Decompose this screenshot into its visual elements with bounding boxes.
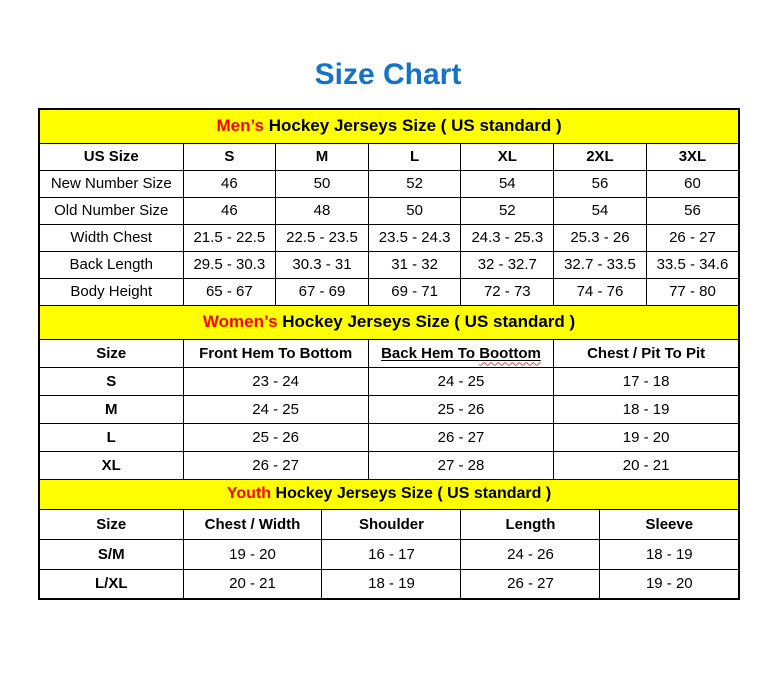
table-cell: 19 - 20 bbox=[600, 569, 739, 599]
table-row bbox=[39, 569, 739, 599]
column-header: 3XL bbox=[646, 143, 739, 170]
column-header: Size bbox=[39, 339, 183, 367]
section-band bbox=[39, 305, 739, 339]
band-text: Hockey Jerseys Size ( US standard ) bbox=[264, 116, 562, 136]
row-label: New Number Size bbox=[39, 170, 183, 197]
row-label: Body Height bbox=[39, 278, 183, 305]
table-cell: 23.5 - 24.3 bbox=[368, 224, 461, 251]
row-label: S bbox=[39, 367, 183, 395]
section-band bbox=[39, 109, 739, 143]
table-row bbox=[39, 224, 739, 251]
row-label: L/XL bbox=[39, 569, 183, 599]
column-header: S bbox=[183, 143, 276, 170]
youth-header-row bbox=[39, 509, 739, 539]
column-header bbox=[368, 339, 553, 367]
womens-section bbox=[39, 305, 739, 479]
row-label: Back Length bbox=[39, 251, 183, 278]
table-row bbox=[39, 170, 739, 197]
row-label: S/M bbox=[39, 539, 183, 569]
column-header: Chest / Width bbox=[183, 509, 322, 539]
row-label: L bbox=[39, 423, 183, 451]
mens-section bbox=[39, 109, 739, 305]
table-cell: 26 - 27 bbox=[646, 224, 739, 251]
youth-section bbox=[39, 479, 739, 599]
table-cell: 18 - 19 bbox=[600, 539, 739, 569]
column-header: M bbox=[276, 143, 369, 170]
table-cell: 26 - 27 bbox=[368, 423, 553, 451]
column-header: Size bbox=[39, 509, 183, 539]
band-text: Hockey Jerseys Size ( US standard ) bbox=[271, 485, 552, 502]
table-cell: 20 - 21 bbox=[554, 451, 740, 479]
table-row bbox=[39, 539, 739, 569]
table-cell: 25.3 - 26 bbox=[554, 224, 647, 251]
column-header: Chest / Pit To Pit bbox=[554, 339, 740, 367]
table-cell: 26 - 27 bbox=[183, 451, 368, 479]
table-cell: 20 - 21 bbox=[183, 569, 322, 599]
table-cell: 25 - 26 bbox=[368, 395, 553, 423]
table-row bbox=[39, 251, 739, 278]
row-label: XL bbox=[39, 451, 183, 479]
womens-header-row bbox=[39, 339, 739, 367]
table-cell: 56 bbox=[554, 170, 647, 197]
table-cell: 19 - 20 bbox=[554, 423, 740, 451]
column-header: 2XL bbox=[554, 143, 647, 170]
header-text: Back Hem To bbox=[381, 344, 480, 362]
table-row bbox=[39, 278, 739, 305]
band-accent-text: Men’s bbox=[216, 116, 265, 136]
womens-band-row bbox=[39, 305, 739, 339]
table-cell: 65 - 67 bbox=[183, 278, 276, 305]
table-cell: 27 - 28 bbox=[368, 451, 553, 479]
table-cell: 21.5 - 22.5 bbox=[183, 224, 276, 251]
band-accent-text: Youth bbox=[226, 485, 272, 502]
table-cell: 52 bbox=[368, 170, 461, 197]
table-cell: 50 bbox=[276, 170, 369, 197]
section-band bbox=[39, 479, 739, 509]
table-cell: 50 bbox=[368, 197, 461, 224]
row-label: Width Chest bbox=[39, 224, 183, 251]
table-cell: 26 - 27 bbox=[461, 569, 600, 599]
table-cell: 32 - 32.7 bbox=[461, 251, 554, 278]
table-cell: 72 - 73 bbox=[461, 278, 554, 305]
table-cell: 54 bbox=[554, 197, 647, 224]
table-cell: 56 bbox=[646, 197, 739, 224]
table-cell: 46 bbox=[183, 170, 276, 197]
table-cell: 29.5 - 30.3 bbox=[183, 251, 276, 278]
table-cell: 16 - 17 bbox=[322, 539, 461, 569]
table-cell: 24 - 25 bbox=[368, 367, 553, 395]
table-row bbox=[39, 423, 739, 451]
table-cell: 74 - 76 bbox=[554, 278, 647, 305]
table-cell: 22.5 - 23.5 bbox=[276, 224, 369, 251]
table-cell: 46 bbox=[183, 197, 276, 224]
table-cell: 67 - 69 bbox=[276, 278, 369, 305]
table-cell: 18 - 19 bbox=[322, 569, 461, 599]
table-cell: 24 - 25 bbox=[183, 395, 368, 423]
table-cell: 60 bbox=[646, 170, 739, 197]
mens-band-row bbox=[39, 109, 739, 143]
table-cell: 69 - 71 bbox=[368, 278, 461, 305]
underlined-header-text bbox=[381, 345, 541, 362]
table-cell: 23 - 24 bbox=[183, 367, 368, 395]
band-text: Hockey Jerseys Size ( US standard ) bbox=[277, 312, 576, 331]
column-header: XL bbox=[461, 143, 554, 170]
youth-band-row bbox=[39, 479, 739, 509]
table-row bbox=[39, 367, 739, 395]
table-row bbox=[39, 451, 739, 479]
row-label: M bbox=[39, 395, 183, 423]
column-header: Length bbox=[461, 509, 600, 539]
table-cell: 31 - 32 bbox=[368, 251, 461, 278]
table-cell: 18 - 19 bbox=[554, 395, 740, 423]
table-cell: 33.5 - 34.6 bbox=[646, 251, 739, 278]
size-chart-table bbox=[38, 108, 740, 600]
table-cell: 25 - 26 bbox=[183, 423, 368, 451]
column-header: Sleeve bbox=[600, 509, 739, 539]
table-cell: 48 bbox=[276, 197, 369, 224]
column-header: L bbox=[368, 143, 461, 170]
table-cell: 24.3 - 25.3 bbox=[461, 224, 554, 251]
row-label: Old Number Size bbox=[39, 197, 183, 224]
spellcheck-wavy-word: Boottom bbox=[479, 344, 541, 362]
table-cell: 32.7 - 33.5 bbox=[554, 251, 647, 278]
column-header: Front Hem To Bottom bbox=[183, 339, 368, 367]
table-cell: 77 - 80 bbox=[646, 278, 739, 305]
table-cell: 54 bbox=[461, 170, 554, 197]
column-header: US Size bbox=[39, 143, 183, 170]
mens-header-row bbox=[39, 143, 739, 170]
table-row bbox=[39, 395, 739, 423]
table-cell: 30.3 - 31 bbox=[276, 251, 369, 278]
band-accent-text: Women’s bbox=[202, 312, 278, 331]
table-cell: 17 - 18 bbox=[554, 367, 740, 395]
table-cell: 52 bbox=[461, 197, 554, 224]
table-cell: 19 - 20 bbox=[183, 539, 322, 569]
column-header: Shoulder bbox=[322, 509, 461, 539]
page-title: Size Chart bbox=[314, 58, 462, 91]
table-cell: 24 - 26 bbox=[461, 539, 600, 569]
table-row bbox=[39, 197, 739, 224]
